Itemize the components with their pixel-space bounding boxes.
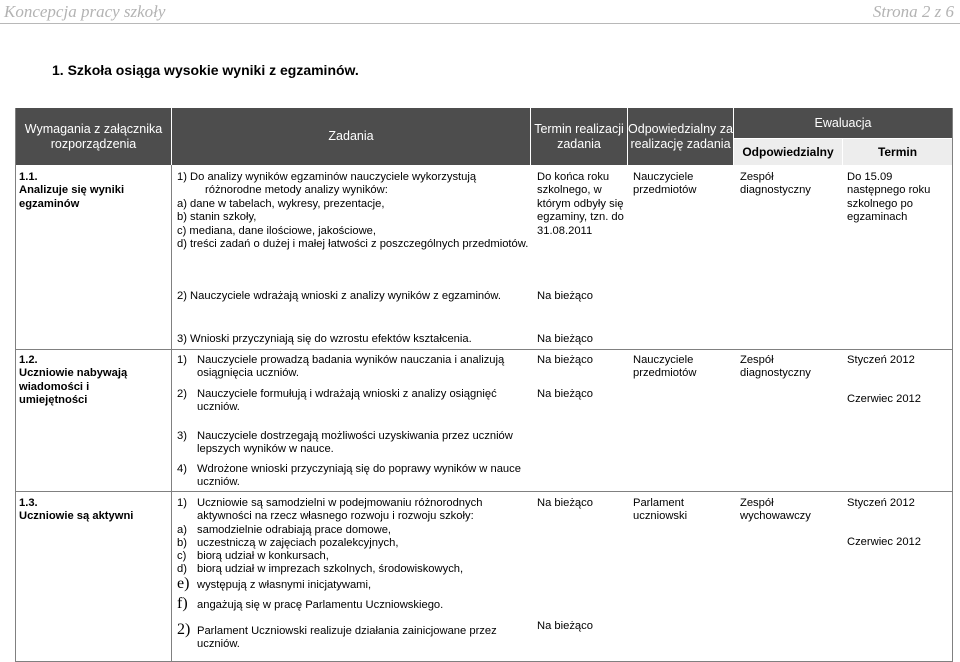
item-text: samodzielnie odrabiają prace domowe, — [197, 524, 392, 536]
page-number: Strona 2 z 6 — [872, 2, 954, 21]
task-line: b) stanin szkoły, — [177, 211, 257, 224]
evaluation-term: Styczeń 2012 — [847, 497, 915, 509]
section-title: 1. Szkoła osiąga wysokie wyniki z egzaminów. — [52, 62, 359, 78]
requirement-cell — [19, 354, 159, 408]
list-item — [177, 577, 517, 592]
requirement-cell — [19, 171, 159, 211]
item-marker: 1) — [177, 354, 187, 366]
item-marker: a) — [177, 524, 187, 536]
evaluation-term: Czerwiec 2012 — [847, 536, 921, 548]
item-text: występują z własnymi inicjatywami, — [197, 579, 372, 591]
task-term: Na bieżąco — [537, 388, 593, 400]
task-line: 2) Nauczyciele wdrażają wnioski z analizy wyników z egzaminów. — [177, 290, 501, 302]
header-rule — [0, 23, 960, 24]
task-line: różnorodne metody analizy wyników: — [205, 184, 388, 197]
task-responsible: Nauczyciele przedmiotów — [633, 354, 697, 380]
header-ewaluacja-odpowiedzialny: Odpowiedzialny — [734, 139, 842, 165]
item-marker: 1) — [177, 497, 187, 509]
item-marker: c) — [177, 550, 187, 562]
task-responsible: Parlament uczniowski — [633, 497, 688, 523]
item-text: Uczniowie są samodzielni w podejmowaniu różnorodnych aktywności na rzecz własnego rozwoju i rozwoju szkoły: — [197, 497, 483, 523]
header-termin-realizacji: Termin realizacji zadania — [531, 108, 627, 165]
list-item — [177, 463, 527, 490]
item-marker: f) — [177, 595, 188, 612]
list-item — [177, 563, 517, 576]
evaluation-responsible: Zespół wychowawczy — [740, 497, 811, 523]
requirement-number: 1.1. — [19, 171, 38, 183]
list-item — [177, 354, 513, 381]
header-zadania: Zadania — [172, 108, 530, 165]
item-text: uczestniczą w zajęciach pozalekcyjnych, — [197, 537, 399, 549]
requirement-cell — [19, 497, 159, 524]
task-term: Na bieżąco — [537, 290, 593, 302]
requirement-text: Uczniowie nabywają wiadomości i umiejętności — [19, 367, 128, 407]
list-item — [177, 597, 517, 612]
list-item — [177, 623, 517, 652]
task-term: Na bieżąco — [537, 620, 593, 632]
item-text: Parlament Uczniowski realizuje działania zainicjowane przez uczniów. — [197, 625, 497, 651]
task-line: c) mediana, dane ilościowe, jakościowe, — [177, 224, 376, 237]
item-marker: 2) — [177, 621, 191, 638]
task-line: d) treści zadań o dużej i małej łatwości z poszczególnych przedmiotów. — [177, 238, 529, 251]
page-header-title: Koncepcja pracy szkoły — [4, 2, 166, 21]
item-marker: b) — [177, 537, 187, 549]
grid-line-row2 — [15, 491, 952, 492]
evaluation-term: Czerwiec 2012 — [847, 393, 921, 405]
item-marker: d) — [177, 563, 187, 575]
header-ewaluacja-termin: Termin — [843, 139, 952, 165]
requirement-text: Uczniowie są aktywni — [19, 510, 134, 523]
item-marker: e) — [177, 575, 190, 592]
grid-line-right — [952, 108, 953, 662]
task-term: Na bieżąco — [537, 497, 593, 509]
list-item — [177, 524, 517, 537]
task-term: Na bieżąco — [537, 354, 593, 366]
item-text: Wdrożone wnioski przyczyniają się do poprawy wyników w nauce uczniów. — [197, 463, 521, 489]
item-text: Nauczyciele formułują i wdrażają wnioski z analizy osiągnięć uczniów. — [197, 388, 497, 414]
list-item — [177, 497, 517, 524]
task-term: Do końca roku szkolnego, w którym odbyły się egzaminy, tzn. do 31.08.2011 — [537, 171, 624, 237]
header-wymagania: Wymagania z załącznika rozporządzenia — [16, 108, 171, 165]
item-marker: 4) — [177, 463, 187, 475]
item-text: Nauczyciele prowadzą badania wyników nauczania i analizują osiągnięcia uczniów. — [197, 354, 505, 380]
header-odpowiedzialny: Odpowiedzialny za realizację zadania — [628, 108, 733, 165]
requirement-number: 1.2. — [19, 354, 38, 366]
item-marker: 2) — [177, 388, 187, 400]
grid-line-left — [15, 108, 16, 662]
item-text: biorą udział w imprezach szkolnych, środowiskowych, — [197, 563, 464, 575]
grid-line-row1 — [15, 349, 952, 350]
requirement-number: 1.3. — [19, 497, 38, 509]
evaluation-term: Styczeń 2012 — [847, 354, 915, 366]
grid-line-col1 — [171, 165, 172, 662]
task-responsible: Nauczyciele przedmiotów — [633, 171, 697, 197]
list-item — [177, 537, 517, 550]
task-line: 3) Wnioski przyczyniają się do wzrostu efektów kształcenia. — [177, 333, 472, 345]
evaluation-responsible: Zespół diagnostyczny — [740, 171, 811, 197]
list-item — [177, 550, 517, 563]
evaluation-responsible: Zespół diagnostyczny — [740, 354, 811, 380]
item-text: biorą udział w konkursach, — [197, 550, 329, 562]
task-line: a) dane w tabelach, wykresy, prezentacje, — [177, 197, 385, 210]
evaluation-term: Do 15.09 następnego roku szkolnego po egzaminach — [847, 171, 931, 224]
item-text: angażują się w pracę Parlamentu Uczniowskiego. — [197, 599, 444, 611]
item-marker: 3) — [177, 430, 187, 442]
item-text: Nauczyciele dostrzegają możliwości uzyskiwania przez uczniów lepszych wyników w nauce. — [197, 430, 513, 456]
list-item — [177, 430, 513, 457]
task-term: Na bieżąco — [537, 333, 593, 345]
list-item — [177, 388, 513, 415]
requirement-text: Analizuje się wyniki egzaminów — [19, 184, 125, 210]
task-cell — [177, 171, 527, 251]
header-ewaluacja: Ewaluacja — [734, 108, 952, 138]
task-line: 1) Do analizy wyników egzaminów nauczyciele wykorzystują — [177, 171, 477, 183]
